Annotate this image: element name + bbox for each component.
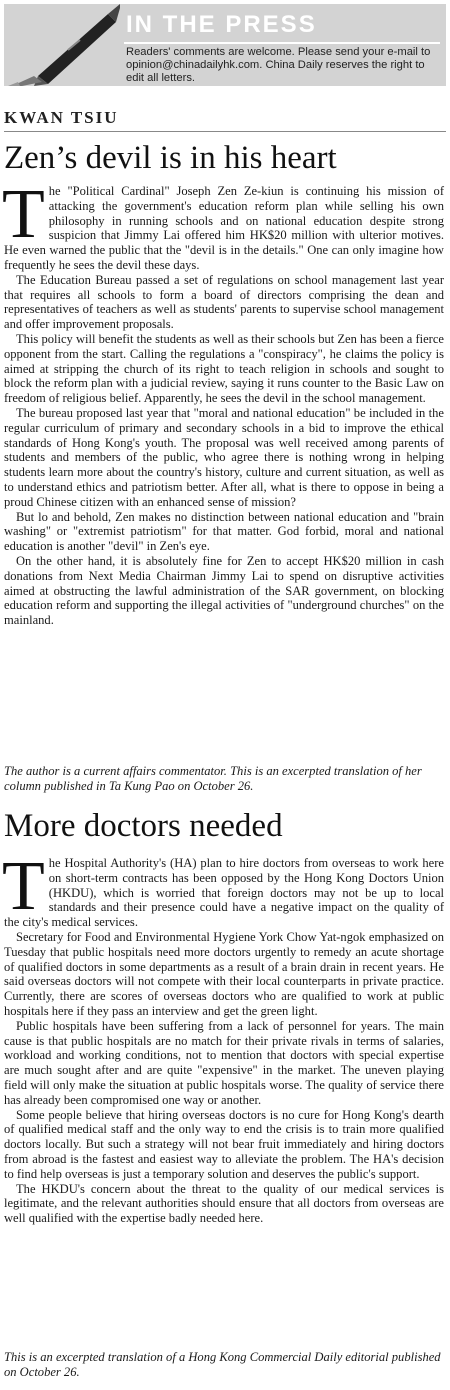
article2-body <box>2 848 444 1226</box>
article1-paragraph-5: But lo and behold, Zen makes no distinction between national education and "brain washing" or "extremist patriotism" for that matter. God forbid, moral and national education is another "devil" in Zen's eye. <box>4 509 444 554</box>
in-the-press-banner <box>4 4 446 86</box>
article2-credit: This is an excerpted translation of a Hong Kong Commercial Daily editorial published on October 26. <box>4 1350 441 1379</box>
article1-body <box>2 176 444 628</box>
article1-headline: Zen’s devil is in his heart <box>4 140 337 176</box>
fountain-pen-icon <box>8 4 120 86</box>
article1-paragraph-3: This policy will benefit the students as well as their schools but Zen has been a fierce opponent from the start. Calling the regulations a "conspiracy", he claims the policy is aimed at stripping the church of its right to teach religion in schools and sought to block the reform plan with a judicial review, saying it runs counter to the Basic Law on freedom of religious belief. Apparently, he sees the devil in the school management. <box>4 331 444 406</box>
article1-credit: The author is a current affairs commentator. This is an excerpted translation of her column published in Ta Kung Pao on October 26. <box>4 764 422 793</box>
article2-paragraph-3: Public hospitals have been suffering from a lack of personnel for years. The main cause is that public hospitals are no match for their private rivals in terms of salaries, workload and working conditions, not to mention that doctors with special expertise are much sought after and are quite "expensive" in the market. The uneven playing field will only make the situation at public hospitals worse. The quality of service there has already been compromised one way or another. <box>4 1018 444 1107</box>
article2-paragraph-4: Some people believe that hiring overseas doctors is no cure for Hong Kong's dearth of qualified medical staff and the only way to end the crisis is to train more qualified doctors locally. But such a strategy will not bear fruit immediately and hiring doctors from abroad is the fastest and easiest way to alleviate the problem. The HA's decision to find help overseas is just a temporary solution and deserves the public's support. <box>4 1107 444 1181</box>
column-author: KWAN TSIU <box>4 108 119 127</box>
article1-paragraph-1: he "Political Cardinal" Joseph Zen Ze-kiun is continuing his mission of attacking the government's education reform plan while selling his own philosophy in running schools and on national education despite strong suspicion that Jimmy Lai offered him HK$20 million with ulterior motives. He even warned the public that the "devil is in the details." One can only imagine how frequently he sees the devil these days. <box>4 184 444 272</box>
article2-paragraph-1: he Hospital Authority's (HA) plan to hire doctors from overseas to work here on short-term contracts has been opposed by the Hong Kong Doctors Union (HKDU), which is worried that foreign doctors may not be up to local standards and their presence could have a negative impact on the quality of the city's medical services. <box>4 856 444 930</box>
article1-dropcap: T <box>2 176 45 253</box>
banner-divider <box>124 42 440 44</box>
banner-title: IN THE PRESS <box>126 11 317 38</box>
byline-divider <box>4 131 446 132</box>
banner-note: Readers' comments are welcome. Please send your e-mail to opinion@chinadailyhk.com. China Daily reserves the right to edit all letters. <box>126 46 431 85</box>
article1-paragraph-4: The bureau proposed last year that "moral and national education" be included in the regular curriculum of primary and secondary schools in a bid to improve the ethical standards of Hong Kong's youth. The proposal was well received among parents of students and members of the public, who agree there is nothing wrong in helping students learn more about the country's history, culture and current situation, as well as to understand ethics and patriotism better. After all, what is there to oppose in being a proud Chinese citizen with an enhanced sense of mission? <box>4 405 444 509</box>
article1-paragraph-6: On the other hand, it is absolutely fine for Zen to accept HK$20 million in cash donations from Next Media Chairman Jimmy Lai to spend on disruptive activities aimed at obstructing the lawful administration of the SAR government, on blocking education reform and supporting the illegal activities of "underground churches" on the mainland. <box>4 553 444 628</box>
article1-paragraph-2: The Education Bureau passed a set of regulations on school management last year that requires all schools to form a board of directors comprising the dean and representatives of teachers as well as students' parents to supervise school management and offer improvement proposals. <box>4 272 444 332</box>
article2-headline: More doctors needed <box>4 808 283 844</box>
article2-paragraph-2: Secretary for Food and Environmental Hygiene York Chow Yat-ngok emphasized on Tuesday that public hospitals need more doctors urgently to remedy an acute shortage of qualified doctors in some departments as a result of a brain drain in recent years. He said overseas doctors will not compete with their local counterparts in private practice. Currently, there are scores of overseas doctors who are qualified to work at public hospitals here if they pass an interview and get the green light. <box>4 929 444 1018</box>
article2-dropcap: T <box>2 848 45 925</box>
article2-paragraph-5: The HKDU's concern about the threat to the quality of our medical services is legitimate, and the relevant authorities should ensure that all doctors from overseas are well qualified with the expertise badly needed here. <box>4 1181 444 1226</box>
